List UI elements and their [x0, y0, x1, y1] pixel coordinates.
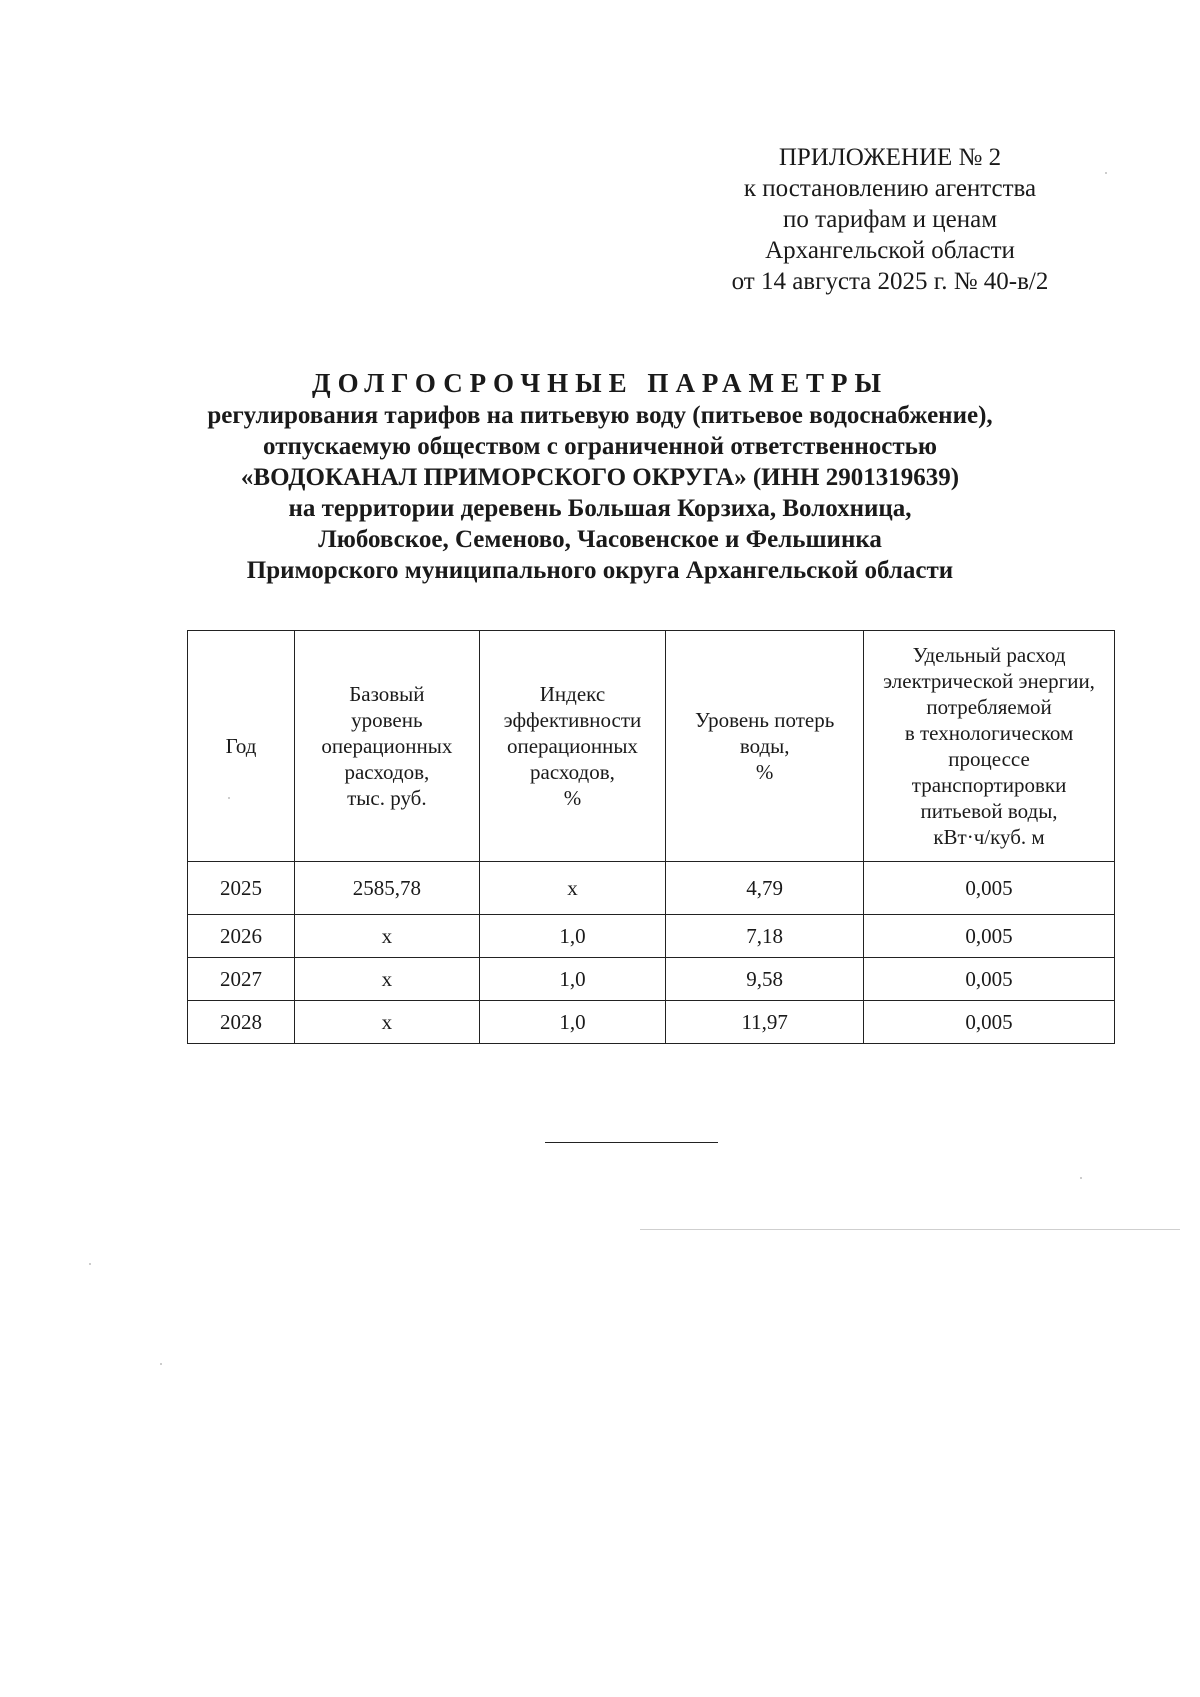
header-line: транспортировки [911, 773, 1067, 797]
header-line: расходов, [530, 760, 615, 784]
document-title: ДОЛГОСРОЧНЫЕ ПАРАМЕТРЫ [312, 368, 888, 398]
document-subtitle-line: регулирования тарифов на питьевую воду (питьевое водоснабжение), [207, 402, 993, 429]
document-subtitle-line: Приморского муниципального округа Архангельской области [246, 557, 954, 584]
appendix-date-number: от 14 августа 2025 г. № 40-в/2 [731, 268, 1049, 295]
appendix-line: по тарифам и ценам [782, 206, 998, 233]
cell-efficiency-index: 1,0 [479, 915, 666, 958]
header-line: кВт·ч/куб. м [933, 825, 1045, 849]
scan-speck [160, 1363, 162, 1365]
table-row [188, 1001, 1115, 1044]
header-base-opex [295, 631, 480, 862]
header-line: питьевой воды, [920, 799, 1058, 823]
header-line: эффективности [503, 708, 642, 732]
closing-separator-line [545, 1142, 718, 1143]
appendix-line: Архангельской области [765, 237, 1015, 264]
header-line: уровень [351, 708, 423, 732]
appendix-number: ПРИЛОЖЕНИЕ № 2 [778, 144, 1002, 171]
header-energy-consumption [864, 631, 1115, 862]
document-subtitle-line: «ВОДОКАНАЛ ПРИМОРСКОГО ОКРУГА» (ИНН 2901319639) [240, 464, 960, 491]
parameters-table [187, 630, 1115, 1044]
header-line: в технологическом [904, 721, 1074, 745]
header-line: Уровень потерь [695, 708, 835, 732]
scan-speck [1105, 172, 1107, 174]
cell-base-opex: х [295, 915, 480, 958]
cell-water-loss: 7,18 [666, 915, 864, 958]
table-header-row [188, 631, 1115, 862]
scan-speck [1080, 1177, 1082, 1179]
cell-efficiency-index: 1,0 [479, 1001, 666, 1044]
cell-base-opex: х [295, 1001, 480, 1044]
header-line: операционных [321, 734, 453, 758]
header-line: % [755, 760, 774, 784]
header-year [188, 631, 295, 862]
table-row [188, 862, 1115, 915]
cell-energy-consumption: 0,005 [864, 958, 1115, 1001]
scan-speck [228, 797, 230, 799]
header-line: воды, [739, 734, 790, 758]
header-line: Индекс [539, 682, 606, 706]
table-row [188, 958, 1115, 1001]
cell-efficiency-index: х [479, 862, 666, 915]
cell-year: 2027 [188, 958, 295, 1001]
cell-energy-consumption: 0,005 [864, 862, 1115, 915]
cell-energy-consumption: 0,005 [864, 1001, 1115, 1044]
cell-year: 2026 [188, 915, 295, 958]
header-line: % [563, 786, 582, 810]
header-line: тыс. руб. [347, 786, 427, 810]
header-efficiency-index [479, 631, 666, 862]
header-water-loss [666, 631, 864, 862]
cell-efficiency-index: 1,0 [479, 958, 666, 1001]
cell-water-loss: 11,97 [666, 1001, 864, 1044]
header-line: Год [225, 734, 257, 758]
header-line: Базовый [349, 682, 425, 706]
cell-year: 2028 [188, 1001, 295, 1044]
table-row [188, 915, 1115, 958]
cell-water-loss: 9,58 [666, 958, 864, 1001]
cell-year: 2025 [188, 862, 295, 915]
header-line: электрической энергии, [883, 669, 1095, 693]
document-heading [150, 366, 1050, 586]
header-line: расходов, [344, 760, 430, 784]
cell-base-opex: х [295, 958, 480, 1001]
document-subtitle-line: Любовское, Семеново, Часовенское и Фельшинка [318, 526, 882, 553]
scan-artifact-line [640, 1229, 1180, 1230]
header-line: операционных [506, 734, 638, 758]
scan-speck [89, 1263, 91, 1265]
header-line: Удельный расход [912, 643, 1066, 667]
appendix-line: к постановлению агентства [743, 175, 1037, 202]
header-line: потребляемой [926, 695, 1052, 719]
header-line: процессе [948, 747, 1030, 771]
document-subtitle-line: на территории деревень Большая Корзиха, Волохница, [288, 495, 912, 522]
document-subtitle-line: отпускаемую обществом с ограниченной ответственностью [263, 433, 937, 460]
cell-water-loss: 4,79 [666, 862, 864, 915]
appendix-block [700, 142, 1080, 297]
cell-base-opex: 2585,78 [295, 862, 480, 915]
cell-energy-consumption: 0,005 [864, 915, 1115, 958]
